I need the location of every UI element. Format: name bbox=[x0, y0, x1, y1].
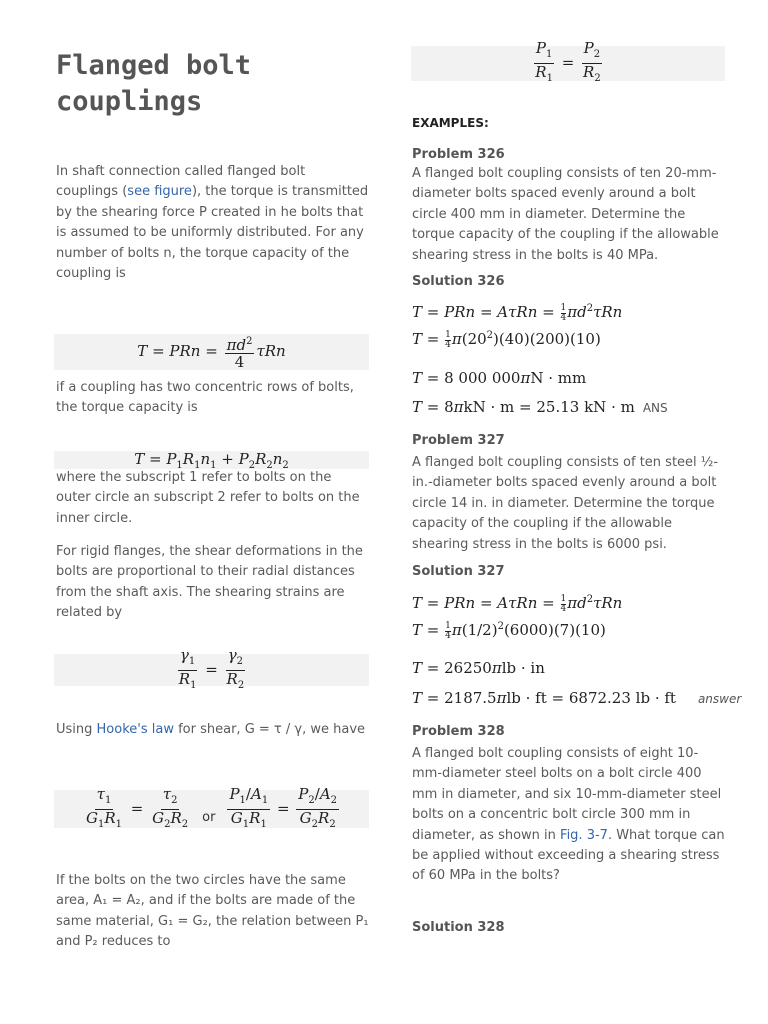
two-rows-formula: $T = P_1R_1n_1 + P_2R_2n_2$ bbox=[54, 451, 369, 469]
answer-tag-326: ANS bbox=[642, 401, 668, 415]
problem-326-heading: Problem 326 bbox=[412, 147, 505, 162]
hookes-law-paragraph bbox=[56, 720, 370, 740]
solution-326-heading: Solution 326 bbox=[412, 274, 505, 289]
hooke-text-before: Using bbox=[56, 722, 97, 737]
problem-328-text bbox=[412, 744, 728, 887]
torque-formula: T = PRn = $\frac{\pi d^2}{4}$ τRn bbox=[54, 334, 369, 370]
problem-328-text-before: A flanged bolt coupling consists of eight 10-mm-diameter steel bolts on a bolt circle 400 mm in diameter, and six 10-mm-diameter steel bolts on a concentric bolt circle 300 mm in diameter, as shown in bbox=[412, 746, 722, 843]
solution-326-line-2: T = $\frac{1}{4}$ $\pi(20^2)(40)(200)(10)$ bbox=[412, 329, 601, 350]
intro-text-before: In shaft connection called flanged bolt couplings ( bbox=[56, 164, 306, 200]
stress-formula: $\frac{\tau_1}{G_1R_1}$ = $\frac{\tau_2}{G_2R_2}$ or $\frac{P_1/A_1}{G_1R_1}$ = $\frac{P_2/A_2}{G_2R_2}$ bbox=[54, 790, 369, 828]
two-rows-paragraph: if a coupling has two concentric rows of bolts, the torque capacity is bbox=[56, 380, 354, 416]
problem-326-text: A flanged bolt coupling consists of ten 20-mm-diameter bolts spaced evenly around a bolt circle 400 mm in diameter. Determine the torque capacity of the coupling if the allowable shearing stress in the bolts is 40 MPa. bbox=[412, 166, 719, 263]
solution-326-line-3: T = 8 000 000πN · mm bbox=[412, 369, 587, 387]
fig-3-7-link[interactable]: Fig. 3-7 bbox=[560, 827, 608, 843]
solution-327-line-1: T = PRn = AτRn = $\frac{1}{4}$ $\pi d^2\tau Rn$ bbox=[412, 593, 623, 614]
page-title: Flanged bolt couplings bbox=[56, 50, 252, 117]
answer-tag-327: answer bbox=[697, 692, 742, 706]
problem-327-heading: Problem 327 bbox=[412, 433, 505, 448]
solution-326-line-1: T = PRn = AτRn = $\frac{1}{4}$ $\pi d^2\tau Rn$ bbox=[412, 302, 623, 323]
problem-327-text: A flanged bolt coupling consists of ten steel ½-in.-diameter bolts spaced evenly around a bolt circle 14 in. in diameter. Determine the torque capacity of the coupling if the allowable shearing stress in the bolts is 6000 psi. bbox=[412, 455, 719, 552]
load-ratio-formula: $\frac{P_1}{R_1}$ = $\frac{P_2}{R_2}$ bbox=[411, 46, 725, 81]
intro-paragraph bbox=[56, 162, 370, 284]
solution-327-heading: Solution 327 bbox=[412, 564, 505, 579]
rigid-flanges-paragraph: For rigid flanges, the shear deformations in the bolts are proportional to their radial distances from the shaft axis. The shearing strains are related by bbox=[56, 544, 363, 621]
intro-text-after: ), the torque is transmitted by the shearing force P created in he bolts that is assumed to be uniformly distributed. For any number of bolts n, the torque capacity of the coupling is bbox=[56, 184, 369, 282]
or-label: or bbox=[202, 810, 216, 825]
solution-326-line-4: T = 8πkN · m = 25.13 kN · m ANS bbox=[412, 398, 668, 416]
see-figure-link[interactable]: see figure bbox=[127, 184, 192, 200]
hooke-text-after: for shear, G = τ / γ, we have bbox=[173, 722, 366, 737]
problem-328-heading: Problem 328 bbox=[412, 724, 505, 739]
solution-327-line-4: T = 2187.5πlb · ft = 6872.23 lb · ft answer bbox=[412, 689, 742, 707]
solution-327-line-2: T = $\frac{1}{4}$ $\pi(1/2)^2(6000)(7)(10)$ bbox=[412, 620, 606, 641]
subscript-paragraph: where the subscript 1 refer to bolts on the outer circle an subscript 2 refer to bolts on the inner circle. bbox=[56, 470, 360, 526]
solution-327-line-3: T = 26250πlb · in bbox=[412, 659, 545, 677]
solution-328-heading: Solution 328 bbox=[412, 920, 505, 935]
problem-328-text-after: . What torque can be applied without exceeding a shearing stress of 60 MPa in the bolts? bbox=[412, 827, 725, 884]
examples-label: EXAMPLES: bbox=[412, 116, 489, 130]
same-area-paragraph: If the bolts on the two circles have the same area, A₁ = A₂, and if the bolts are made of the same material, G₁ = G₂, the relation between P₁ and P₂ reduces to bbox=[56, 873, 369, 950]
strain-formula: $\frac{\gamma_1}{R_1}$ = $\frac{\gamma_2}{R_2}$ bbox=[54, 654, 369, 686]
hookes-law-link[interactable]: Hooke's law bbox=[96, 722, 174, 737]
